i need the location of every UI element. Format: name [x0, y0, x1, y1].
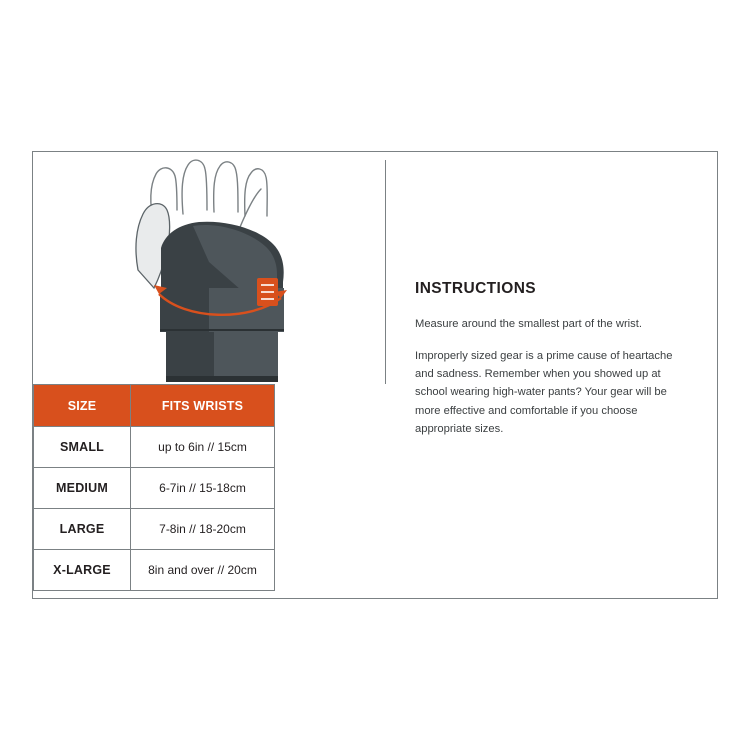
- cell-size-medium: MEDIUM: [34, 468, 131, 509]
- cell-size-xlarge: X-LARGE: [34, 550, 131, 591]
- size-chart-table: [33, 384, 275, 591]
- cell-fits-small: up to 6in // 15cm: [131, 427, 275, 468]
- cell-fits-large: 7-8in // 18-20cm: [131, 509, 275, 550]
- size-chart-card: [32, 151, 718, 599]
- cell-fits-xlarge: 8in and over // 20cm: [131, 550, 275, 591]
- table-row: [34, 468, 275, 509]
- instructions-section: [415, 280, 687, 438]
- table-header-row: [34, 385, 275, 427]
- instructions-paragraph-2: Improperly sized gear is a prime cause of heartache and sadness. Remember when you showed up at school wearing high-water pants? Your gear will be more effective and comfortable if you choose appropriate sizes.: [415, 350, 673, 435]
- table-row: [34, 509, 275, 550]
- instructions-title: INSTRUCTIONS: [415, 280, 537, 297]
- cuff-lower-highlight: [214, 332, 278, 380]
- table-row: [34, 550, 275, 591]
- cuff-bottom-edge: [166, 376, 278, 382]
- wrist-brace-svg: [33, 152, 373, 384]
- table-row: [34, 427, 275, 468]
- wrist-brace-illustration: [33, 152, 373, 384]
- cell-size-small: SMALL: [34, 427, 131, 468]
- table-header-size: SIZE: [34, 385, 131, 427]
- instructions-paragraph-1: Measure around the smallest part of the wrist.: [415, 318, 642, 330]
- vertical-divider: [385, 160, 386, 384]
- table-header-fits-wrists: FITS WRISTS: [131, 385, 275, 427]
- cell-size-large: LARGE: [34, 509, 131, 550]
- cell-fits-medium: 6-7in // 15-18cm: [131, 468, 275, 509]
